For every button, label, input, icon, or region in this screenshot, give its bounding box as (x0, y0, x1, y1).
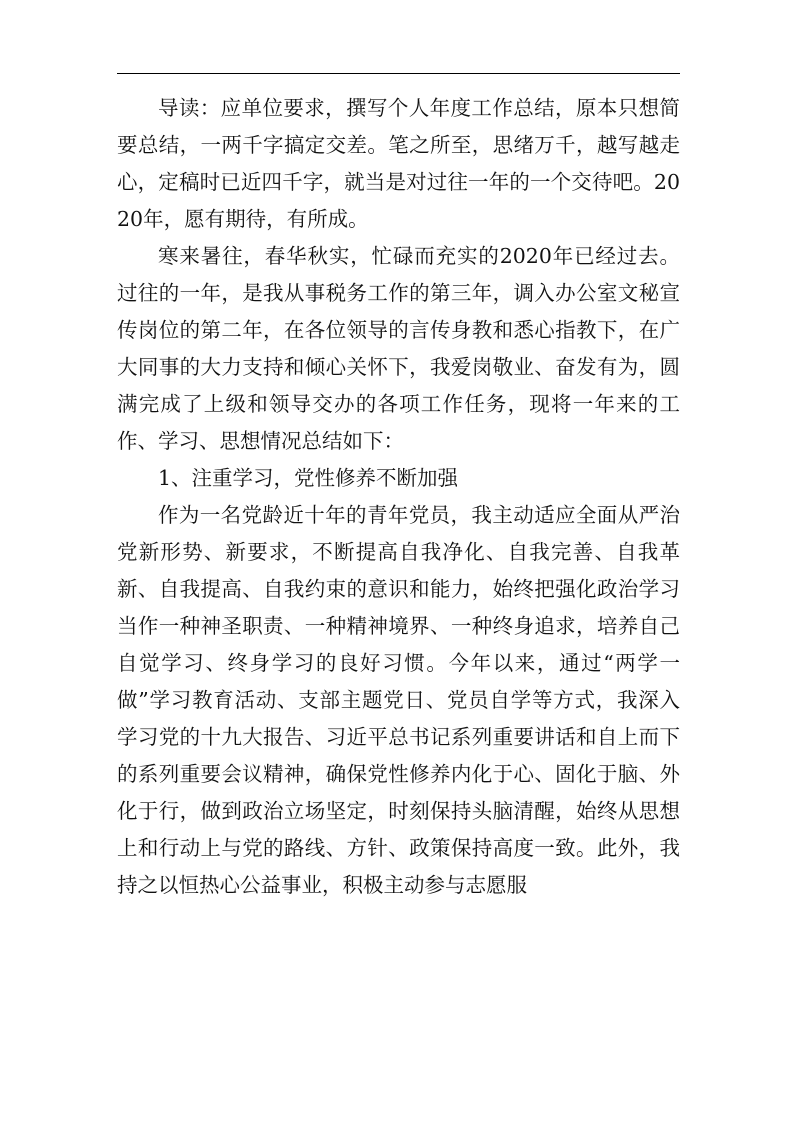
intro-paragraph: 导读：应单位要求，撰写个人年度工作总结，原本只想简要总结，一两千字搞定交差。笔之所至，思绪万千，越写越走心，定稿时已近四千字，就当是对过往一年的一个交待吧。2020年，愿有期待，有所成。 (117, 96, 680, 231)
opening-paragraph: 寒来暑往，春华秋实，忙碌而充实的2020年已经过去。过往的一年，是我从事税务工作的第三年，调入办公室文秘宣传岗位的第二年，在各位领导的言传身教和悉心指教下，在广大同事的大力支持和倾心关怀下，我爱岗敬业、奋发有为，圆满完成了上级和领导交办的各项工作任务，现将一年来的工作、学习、思想情况总结如下： (117, 244, 680, 453)
section-heading: 1、注重学习，党性修养不断加强 (158, 466, 459, 490)
header-rule (117, 73, 680, 74)
section-paragraph: 作为一名党龄近十年的青年党员，我主动适应全面从严治党新形势、新要求，不断提高自我净化、自我完善、自我革新、自我提高、自我约束的意识和能力，始终把强化政治学习当作一种神圣职责、一种精神境界、一种终身追求，培养自己自觉学习、终身学习的良好习惯。今年以来，通过“两学一做”学习教育活动、支部主题党日、党员自学等方式，我深入学习党的十九大报告、习近平总书记系列重要讲话和自上而下的系列重要会议精神，确保党性修养内化于心、固化于脑、外化于行，做到政治立场坚定，时刻保持头脑清醒，始终从思想上和行动上与党的路线、方针、政策保持高度一致。此外，我持之以恒热心公益事业，积极主动参与志愿服 (117, 503, 680, 897)
document-body (117, 90, 680, 904)
